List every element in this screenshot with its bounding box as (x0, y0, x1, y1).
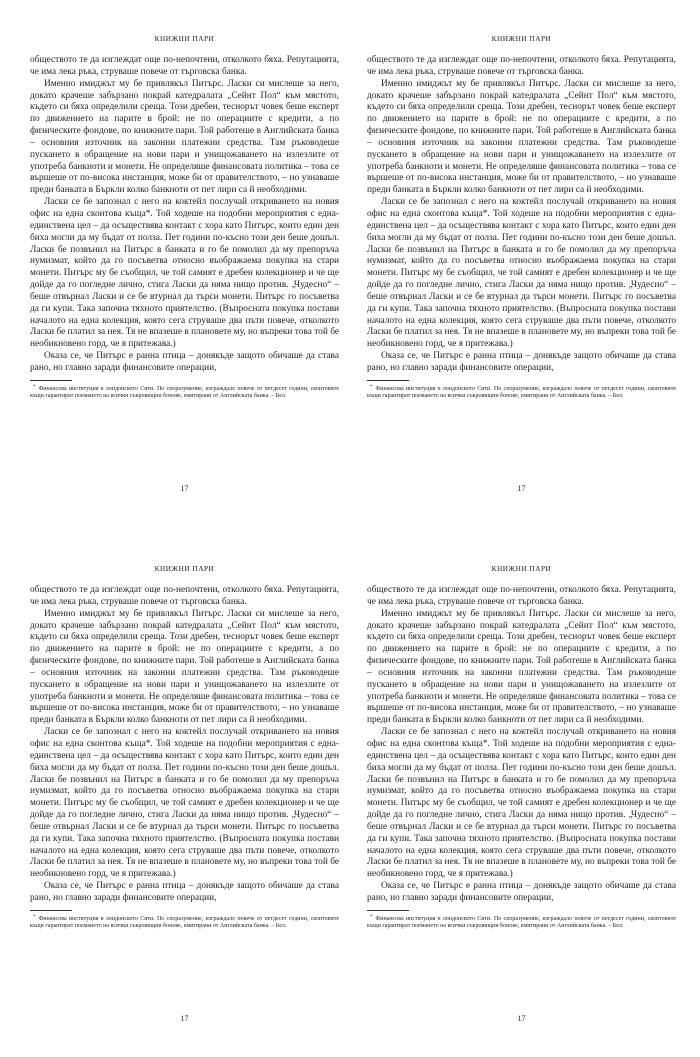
footnote (30, 384, 339, 401)
paragraph: Ласки се бе запознал с него на коктейл послучай откриването на новия офис на една сконтова къща*. Той ходеше на подобни мероприятия с една-единствена цел – да осъществява контакт с хора като Питърс, които един ден биха могли да му бъдат от полза. Пет години по-късно този ден беше дошъл. Ласки бе позвънил на Питърс в банката и го бе помолил да му препоръча нумизмат, който да го посъветва относно въображаема покупка на стари монети. Питърс му бе съобщил, че той самият е дребен колекционер и че ще дойде да го погледне лично, стига Ласки да няма нищо против. „Чудесно“ – беше отвърнал Ласки и се бе втурнал да търси монети. Питърс го посъветва да ги купи. Така започна тяхното приятелство. (Въпросната покупка постави началото на една колекция, която сега струваше два пъти повече, отколкото Ласки бе платил за нея. Тя не впазеше в плановете му, но въпреки това той бе необикновено горд, че я притежава.) (30, 727, 339, 880)
paragraph: Именно имиджът му бе привлякъл Питърс. Ласки си мислеше за него, докато крачеше забързано покрай катедралата „Сейнт Пол“ към мястото, където си бяха определили среща. Този дребен, теснорът човек беше експерт по движението на парите в брой: не по операциите с кредити, а по физическите фондове, по книжните пари. Той работеше в Английската банка – основния източник на законни платежни средства. Там ръководеше пускането в обращение на нови пари и унищожаването на излезлите от употреба банкноти и монети. Не определяше финансовата политика – това се вършеше от по-висока инстанция, може би от правителството, – но узнаваше преди банката в Бъркли колко банкноти от пет лири са й необходими. (367, 78, 676, 196)
paragraph: Ласки се бе запознал с него на коктейл послучай откриването на новия офис на една сконтова къща*. Той ходеше на подобни мероприятия с една-единствена цел – да осъществява контакт с хора като Питърс, които един ден биха могли да му бъдат от полза. Пет години по-късно този ден беше дошъл. Ласки бе позвънил на Питърс в банката и го бе помолил да му препоръча нумизмат, който да го посъветва относно въображаема покупка на стари монети. Питърс му бе съобщил, че той самият е дребен колекционер и че ще дойде да го погледне лично, стига Ласки да няма нищо против. „Чудесно“ – беше отвърнал Ласки и се бе втурнал да търси монети. Питърс го посъветва да ги купи. Така започна тяхното приятелство. (Въпросната покупка постави началото на една колекция, която сега струваше два пъти повече, отколкото Ласки бе платил за нея. Тя не впазеше в плановете му, но въпреки това той бе необикновено горд, че я притежава.) (30, 197, 339, 350)
paragraph: Ласки се бе запознал с него на коктейл послучай откриването на новия офис на една сконтова къща*. Той ходеше на подобни мероприятия с една-единствена цел – да осъществява контакт с хора като Питърс, които един ден биха могли да му бъдат от полза. Пет години по-късно този ден беше дошъл. Ласки бе позвънил на Питърс в банката и го бе помолил да му препоръча нумизмат, който да го посъветва относно въображаема покупка на стари монети. Питърс му бе съобщил, че той самият е дребен колекционер и че ще дойде да го погледне лично, стига Ласки да няма нищо против. „Чудесно“ – беше отвърнал Ласки и се бе втурнал да търси монети. Питърс го посъветва да ги купи. Така започна тяхното приятелство. (Въпросната покупка постави началото на една колекция, която сега струваше два пъти повече, отколкото Ласки бе платил за нея. Тя не впазеше в плановете му, но въпреки това той бе необикновено горд, че я притежава.) (367, 727, 676, 880)
paragraph: обществото те да изглеждат още по-непочтени, отколкото бяха. Репутацията, че има лека ръка, струваше повече от търговска банка. (367, 55, 676, 77)
body-text (30, 55, 339, 375)
footnote (367, 384, 676, 401)
paragraph: Именно имиджът му бе привлякъл Питърс. Ласки си мислеше за него, докато крачеше забързано покрай катедралата „Сейнт Пол“ към мястото, където си бяха определили среща. Този дребен, теснорът човек беше експерт по движението на парите в брой: не по операциите с кредити, а по физическите фондове, по книжните пари. Той работеше в Английската банка – основния източник на законни платежни средства. Там ръководеше пускането в обращение на нови пари и унищожаването на излезлите от употреба банкноти и монети. Не определяше финансовата политика – това се вършеше от по-висока инстанция, може би от правителството, – но узнаваше преди банката в Бъркли колко банкноти от пет лири са й необходими. (367, 608, 676, 726)
body-text (30, 585, 339, 905)
footnote-text: Финансова институция в лондонското Сити. По споразумение, изграждало повече от петдесет години, сконтовите къщи гарантират поемането на всички съкровищни бонове, емитирани от Английската банка. – Бел. (367, 915, 676, 930)
footnote-divider (367, 380, 409, 381)
paragraph: обществото те да изглеждат още по-непочтени, отколкото бяха. Репутацията, че има лека ръка, струваше повече от търговска банка. (30, 55, 339, 77)
paragraph: Оказа се, че Питърс е ранна птица – донякъде защото обичаше да става рано, но главно заради финансовите операции, (30, 881, 339, 903)
footnote (367, 914, 676, 931)
footnote-marker: * (33, 914, 36, 920)
paragraph: Оказа се, че Питърс е ранна птица – донякъде защото обичаше да става рано, но главно заради финансовите операции, (30, 351, 339, 373)
running-head: КНИЖНИ ПАРИ (154, 564, 215, 573)
body-text (367, 585, 676, 905)
page-top-right (367, 0, 676, 505)
running-head: КНИЖНИ ПАРИ (154, 34, 215, 43)
footnote-divider (30, 910, 72, 911)
footnote-text: Финансова институция в лондонското Сити. По споразумение, изграждало повече от петдесет години, сконтовите къщи гарантират поемането на всички съкровищни бонове, емитирани от Английската банка. – Бел. (367, 385, 676, 400)
footnote-text: Финансова институция в лондонското Сити. По споразумение, изграждало повече от петдесет години, сконтовите къщи гарантират поемането на всички съкровищни бонове, емитирани от Английската банка. – Бел. (30, 915, 339, 930)
footnote-text: Финансова институция в лондонското Сити. По споразумение, изграждало повече от петдесет години, сконтовите къщи гарантират поемането на всички съкровищни бонове, емитирани от Английската банка. – Бел. (30, 385, 339, 400)
page-number: 17 (180, 1014, 189, 1023)
footnote-marker: * (370, 384, 373, 390)
paragraph: обществото те да изглеждат още по-непочтени, отколкото бяха. Репутацията, че има лека ръка, струваше повече от търговска банка. (30, 585, 339, 607)
paragraph: Оказа се, че Питърс е ранна птица – донякъде защото обичаше да става рано, но главно заради финансовите операции, (367, 351, 676, 373)
page-number: 17 (180, 484, 189, 493)
page-number: 17 (517, 1014, 526, 1023)
page-number: 17 (517, 484, 526, 493)
paragraph: Оказа се, че Питърс е ранна птица – донякъде защото обичаше да става рано, но главно заради финансовите операции, (367, 881, 676, 903)
page-top-left (30, 0, 339, 505)
paragraph: Именно имиджът му бе привлякъл Питърс. Ласки си мислеше за него, докато крачеше забързано покрай катедралата „Сейнт Пол“ към мястото, където си бяха определили среща. Този дребен, теснорът човек беше експерт по движението на парите в брой: не по операциите с кредити, а по физическите фондове, по книжните пари. Той работеше в Английската банка – основния източник на законни платежни средства. Там ръководеше пускането в обращение на нови пари и унищожаването на излезлите от употреба банкноти и монети. Не определяше финансовата политика – това се вършеше от по-висока инстанция, може би от правителството, – но узнаваше преди банката в Бъркли колко банкноти от пет лири са й необходими. (30, 78, 339, 196)
footnote-marker: * (370, 914, 373, 920)
paragraph: Ласки се бе запознал с него на коктейл послучай откриването на новия офис на една сконтова къща*. Той ходеше на подобни мероприятия с една-единствена цел – да осъществява контакт с хора като Питърс, които един ден биха могли да му бъдат от полза. Пет години по-късно този ден беше дошъл. Ласки бе позвънил на Питърс в банката и го бе помолил да му препоръча нумизмат, който да го посъветва относно въображаема покупка на стари монети. Питърс му бе съобщил, че той самият е дребен колекционер и че ще дойде да го погледне лично, стига Ласки да няма нищо против. „Чудесно“ – беше отвърнал Ласки и се бе втурнал да търси монети. Питърс го посъветва да ги купи. Така започна тяхното приятелство. (Въпросната покупка постави началото на една колекция, която сега струваше два пъти повече, отколкото Ласки бе платил за нея. Тя не впазеше в плановете му, но въпреки това той бе необикновено горд, че я притежава.) (367, 197, 676, 350)
running-head: КНИЖНИ ПАРИ (491, 34, 552, 43)
footnote-marker: * (33, 384, 36, 390)
footnote-divider (30, 380, 72, 381)
paragraph: Именно имиджът му бе привлякъл Питърс. Ласки си мислеше за него, докато крачеше забързано покрай катедралата „Сейнт Пол“ към мястото, където си бяха определили среща. Този дребен, теснорът човек беше експерт по движението на парите в брой: не по операциите с кредити, а по физическите фондове, по книжните пари. Той работеше в Английската банка – основния източник на законни платежни средства. Там ръководеше пускането в обращение на нови пари и унищожаването на излезлите от употреба банкноти и монети. Не определяше финансовата политика – това се вършеше от по-висока инстанция, може би от правителството, – но узнаваше преди банката в Бъркли колко банкноти от пет лири са й необходими. (30, 608, 339, 726)
page-bottom-left (30, 530, 339, 1035)
running-head: КНИЖНИ ПАРИ (491, 564, 552, 573)
body-text (367, 55, 676, 375)
page-bottom-right (367, 530, 676, 1035)
footnote-divider (367, 910, 409, 911)
footnote (30, 914, 339, 931)
paragraph: обществото те да изглеждат още по-непочтени, отколкото бяха. Репутацията, че има лека ръка, струваше повече от търговска банка. (367, 585, 676, 607)
